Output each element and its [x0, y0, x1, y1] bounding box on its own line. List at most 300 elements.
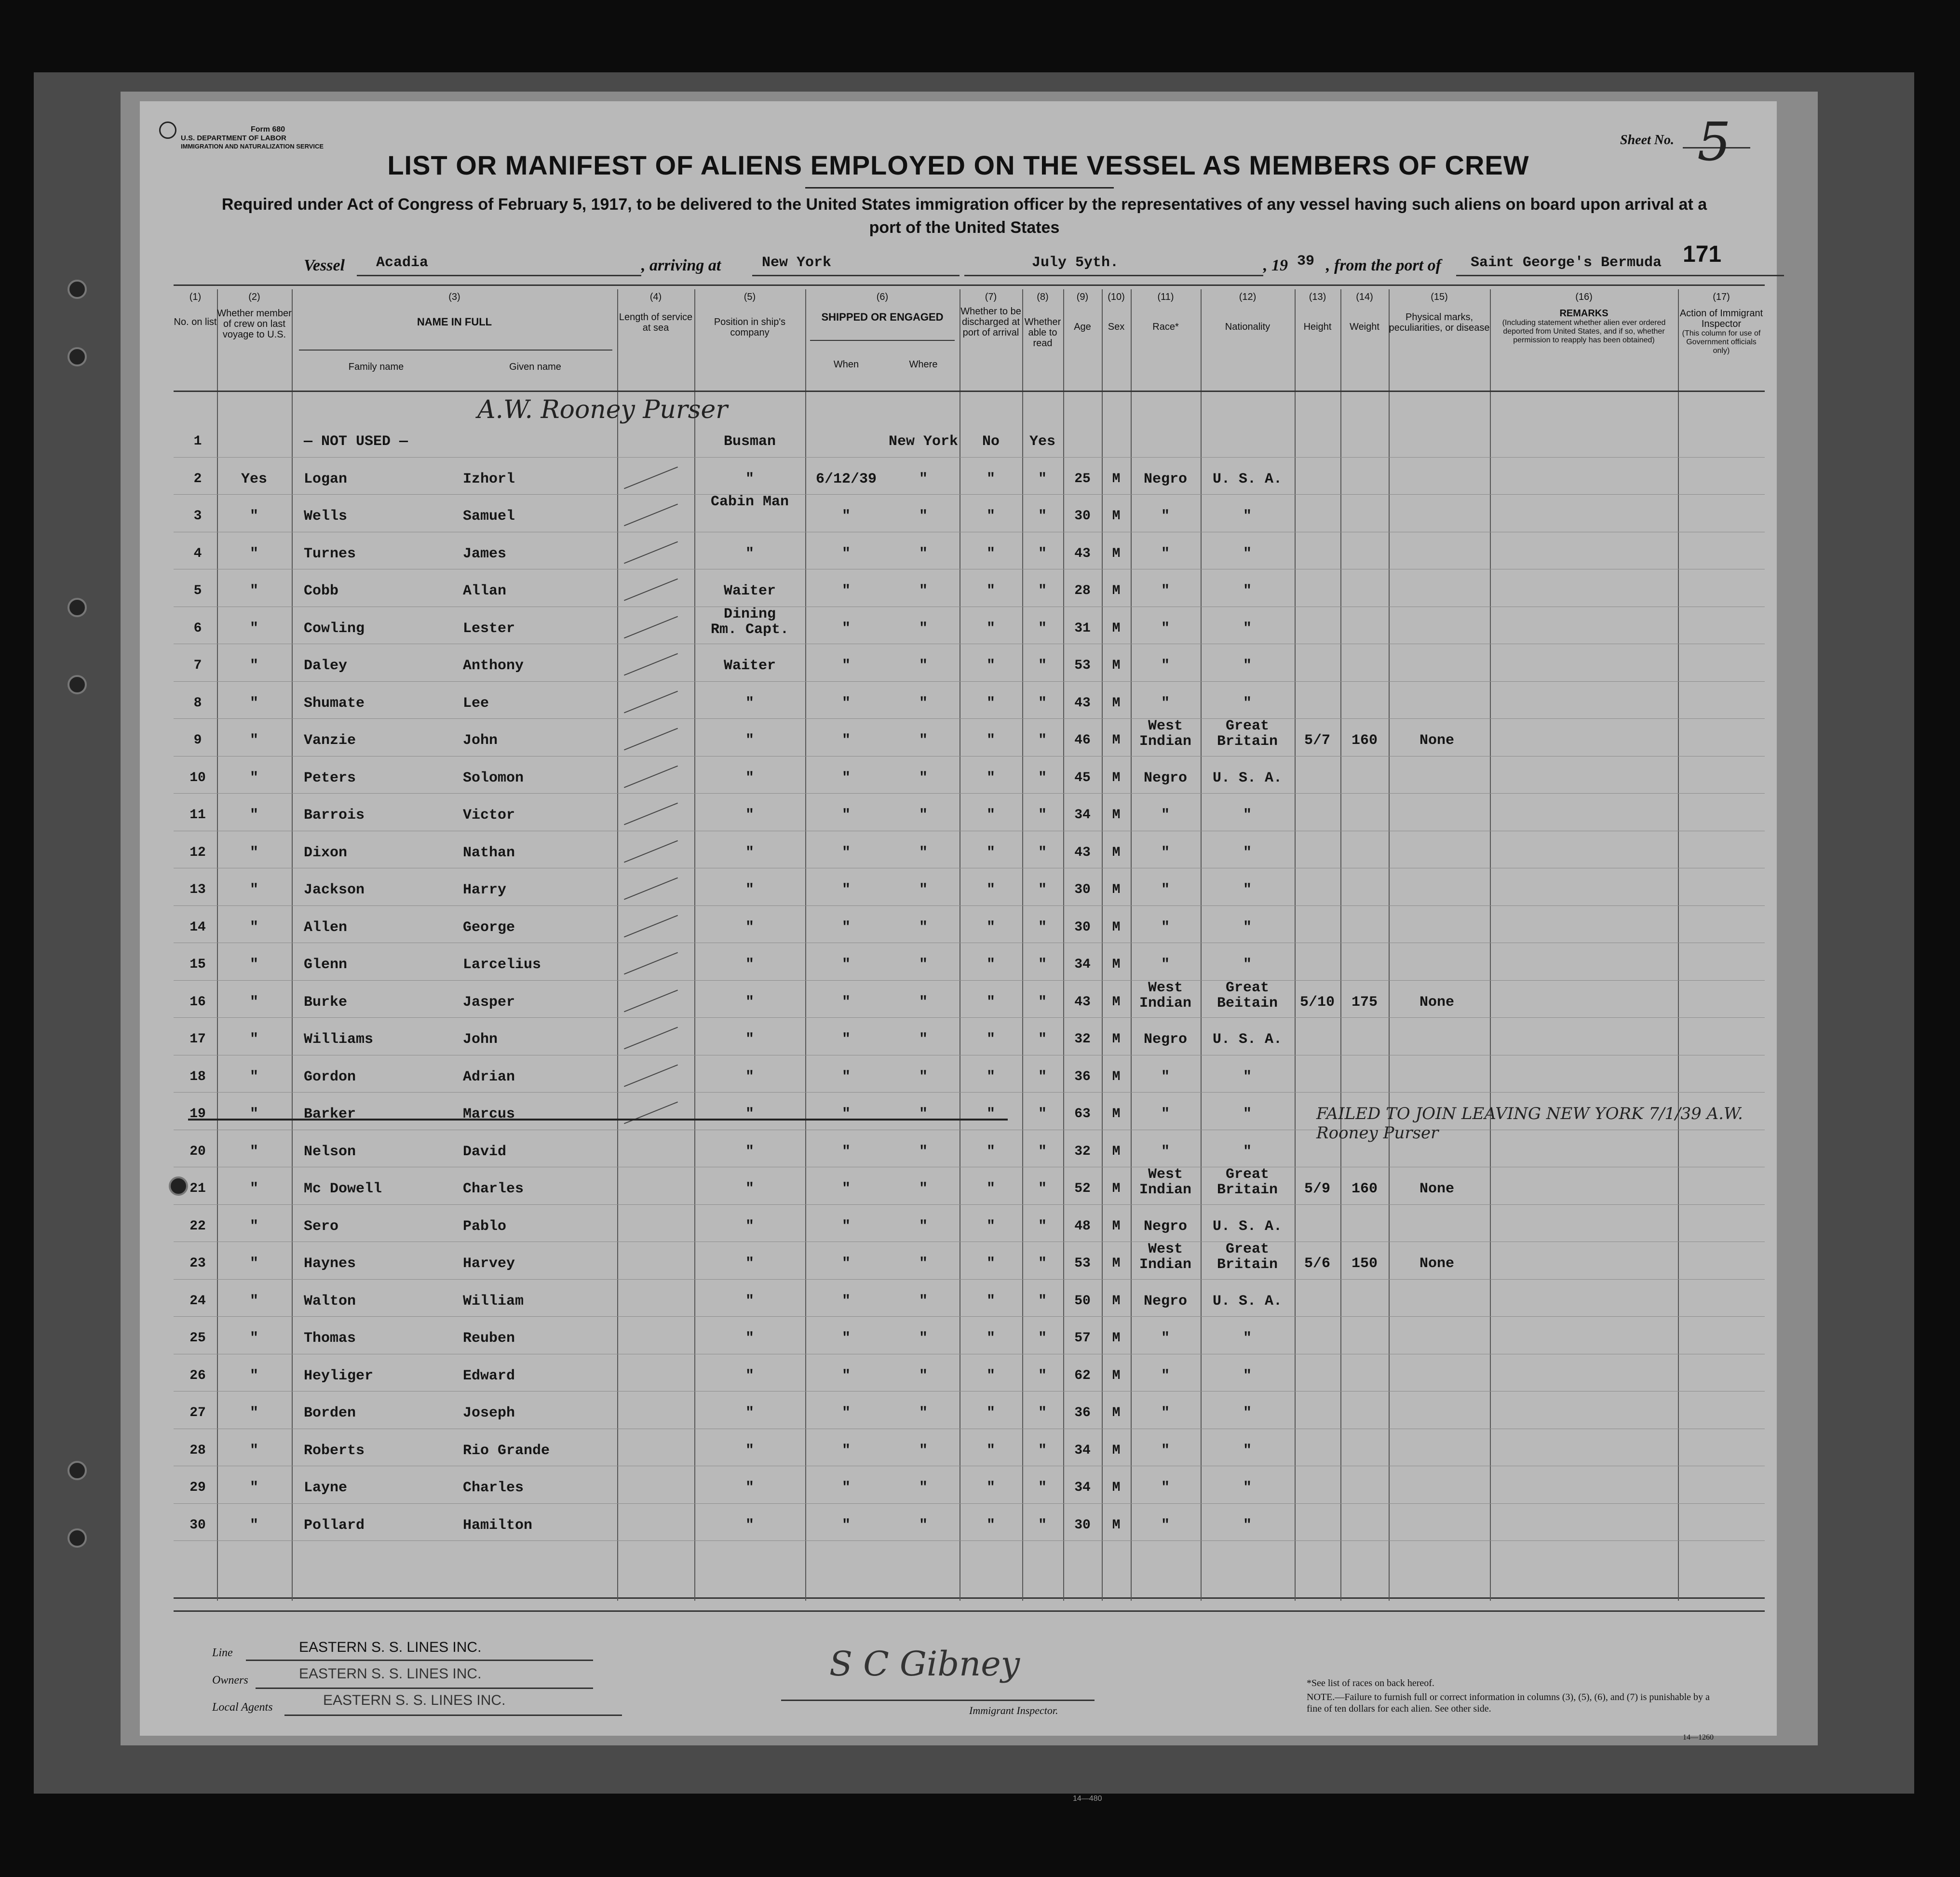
cell-race: West Indian [1139, 979, 1192, 1012]
cell-where: " [919, 732, 928, 749]
cell-race: " [1161, 658, 1170, 674]
cell-family: Dixon [304, 844, 348, 861]
cell-member: " [249, 1218, 259, 1235]
agents-value: EASTERN S. S. LINES INC. [323, 1692, 506, 1708]
cell-where: " [919, 1218, 928, 1235]
cell-race: " [1161, 1405, 1170, 1421]
col-8-header: (8) Whether able to read [1024, 292, 1061, 349]
cell-given: Allan [463, 583, 507, 599]
col-1-header: (1) No. on list [174, 292, 217, 327]
cell-nationality: " [1243, 508, 1252, 525]
binder-hole-icon [68, 1528, 87, 1548]
cell-given: Izhorl [463, 471, 515, 487]
cell-read: " [1038, 471, 1047, 487]
col-7-header: (7) Whether to be discharged at port of arrival [960, 292, 1021, 338]
cell-position: " [745, 1442, 755, 1459]
cell-sex: M [1112, 808, 1121, 823]
cell-where: " [919, 770, 928, 786]
cell-given: William [463, 1293, 524, 1310]
cell-where: New York [888, 433, 959, 450]
col-17-header: (17) Action of Immigrant Inspector (This column for use of Government officials only) [1679, 292, 1763, 355]
cell-position: Cabin Man [710, 494, 789, 510]
page-number: 171 [1683, 242, 1722, 267]
cell-when: " [841, 1106, 851, 1122]
cell-when: " [841, 919, 851, 936]
cell-sex: M [1112, 1405, 1121, 1420]
cell-race: " [1161, 919, 1170, 936]
year-prefix: , 19 [1263, 257, 1288, 274]
cell-position: " [745, 471, 755, 487]
cell-when: " [841, 508, 851, 525]
cell-nationality: U. S. A. [1212, 1218, 1283, 1235]
cell-nationality: " [1243, 1106, 1252, 1122]
cell-discharged: " [986, 620, 996, 637]
cell-height: 5/7 [1304, 732, 1331, 749]
cell-where: " [919, 545, 928, 562]
cell-race: " [1161, 807, 1170, 824]
cell-read: " [1038, 1068, 1047, 1085]
cell-sex: M [1112, 882, 1121, 897]
cell-family: Sero [304, 1218, 339, 1235]
cell-no: 29 [189, 1480, 206, 1495]
cell-family: Burke [304, 994, 348, 1011]
col-10-header: (10) Sex [1108, 292, 1125, 332]
cell-member: " [249, 807, 259, 824]
cell-sex: M [1112, 621, 1121, 636]
cell-given: John [463, 1031, 498, 1048]
cell-where: " [919, 1330, 928, 1347]
sheet-number: 5 [1697, 111, 1731, 173]
cell-when: " [841, 1293, 851, 1310]
col-6-header: (6) SHIPPED OR ENGAGED [821, 292, 944, 323]
cell-when: " [841, 695, 851, 712]
cell-member: " [249, 1256, 259, 1272]
cell-nationality: " [1243, 1442, 1252, 1459]
cell-no: 26 [189, 1368, 206, 1383]
cell-race: " [1161, 545, 1170, 562]
col-11-header: (11) Race* [1152, 292, 1179, 332]
cell-nationality: " [1243, 545, 1252, 562]
cell-when: " [841, 770, 851, 786]
cell-age: 53 [1074, 658, 1091, 673]
cell-age: 43 [1074, 994, 1091, 1010]
cell-when: " [841, 957, 851, 973]
cell-member: " [249, 1330, 259, 1347]
arriving-label: , arriving at [641, 257, 721, 274]
cell-sex: M [1112, 658, 1121, 673]
cell-family: Layne [304, 1480, 348, 1496]
cell-member: " [249, 658, 259, 674]
cell-member: " [249, 732, 259, 749]
cell-family: — NOT USED — [304, 433, 408, 450]
cell-race: " [1161, 620, 1170, 637]
cell-no: 7 [193, 658, 202, 673]
cell-where: " [919, 658, 928, 674]
cell-nationality: " [1243, 1068, 1252, 1085]
when-header: When [833, 359, 859, 370]
cell-position: " [745, 1143, 755, 1160]
cell-sex: M [1112, 1517, 1121, 1533]
cell-nationality: " [1243, 1517, 1252, 1534]
col-4-header: (4) Length of service at sea [619, 292, 693, 333]
cell-age: 50 [1074, 1293, 1091, 1309]
cell-discharged: " [986, 957, 996, 973]
cell-given: Solomon [463, 770, 524, 786]
cell-nationality: " [1243, 807, 1252, 824]
cell-race: " [1161, 1143, 1170, 1160]
cell-member: " [249, 1517, 259, 1534]
cell-member: " [249, 583, 259, 599]
cell-where: " [919, 844, 928, 861]
cell-race: " [1161, 844, 1170, 861]
cell-nationality: " [1243, 1367, 1252, 1384]
cell-race: " [1161, 583, 1170, 599]
cell-read: " [1038, 770, 1047, 786]
binder-hole-icon [68, 347, 87, 366]
cell-sex: M [1112, 994, 1121, 1010]
cell-no: 18 [189, 1069, 206, 1084]
cell-given: John [463, 732, 498, 749]
cell-when: " [841, 1218, 851, 1235]
cell-member: " [249, 1143, 259, 1160]
arriving-port: New York [762, 255, 832, 271]
where-header: Where [909, 359, 938, 370]
cell-discharged: " [986, 1218, 996, 1235]
cell-position: " [745, 695, 755, 712]
cell-when: " [841, 658, 851, 674]
penalty-note: NOTE.—Failure to furnish full or correct information in columns (3), (5), (6), and (7) is punishable by a fine of ten dollars for each alien. See other side. [1307, 1692, 1710, 1714]
cell-sex: M [1112, 733, 1121, 748]
cell-where: " [919, 1442, 928, 1459]
cell-race: " [1161, 1367, 1170, 1384]
cell-discharged: " [986, 471, 996, 487]
cell-sex: M [1112, 471, 1121, 486]
cell-family: Thomas [304, 1330, 356, 1347]
cell-given: Joseph [463, 1405, 515, 1421]
cell-member: " [249, 545, 259, 562]
owners-value: EASTERN S. S. LINES INC. [299, 1666, 482, 1682]
cell-position: " [745, 1517, 755, 1534]
cell-where: " [919, 1367, 928, 1384]
from-underline [1456, 275, 1784, 276]
col-16-header: (16) REMARKS (Including statement whether alien ever ordered deported from United States, and if so, whether permission to reapply has been obtained) [1502, 292, 1666, 344]
cell-member: " [249, 1293, 259, 1310]
cell-discharged: " [986, 844, 996, 861]
col-14-header: (14) Weight [1350, 292, 1379, 332]
cell-age: 48 [1074, 1218, 1091, 1234]
cell-family: Glenn [304, 957, 348, 973]
cell-sex: M [1112, 509, 1121, 524]
cell-position: " [745, 1218, 755, 1235]
cell-sex: M [1112, 845, 1121, 860]
cell-given: Harry [463, 882, 507, 898]
cell-when: " [841, 1480, 851, 1496]
cell-no: 10 [189, 770, 206, 785]
cell-race: " [1161, 508, 1170, 525]
cell-when: " [841, 1181, 851, 1197]
cell-when: " [841, 1256, 851, 1272]
cell-discharged: " [986, 1068, 996, 1085]
cell-no: 16 [189, 994, 206, 1010]
cell-where: " [919, 1517, 928, 1534]
manifest-page [140, 101, 1777, 1742]
cell-discharged: " [986, 1031, 996, 1048]
from-label: , from the port of [1326, 257, 1441, 274]
cell-family: Roberts [304, 1442, 365, 1459]
cell-weight: 150 [1351, 1256, 1378, 1272]
cell-no: 4 [193, 546, 202, 561]
cell-no: 23 [189, 1256, 206, 1271]
cell-family: Wells [304, 508, 348, 525]
cell-nationality: Great Britain [1217, 1166, 1278, 1198]
inspector-label: Immigrant Inspector. [969, 1704, 1058, 1716]
cell-race: Negro [1143, 1218, 1188, 1235]
cell-age: 52 [1074, 1181, 1091, 1196]
cell-position: " [745, 994, 755, 1011]
cell-read: " [1038, 1181, 1047, 1197]
cell-discharged: " [986, 994, 996, 1011]
cell-member: " [249, 919, 259, 936]
vessel-underline [357, 275, 641, 276]
cell-nationality: " [1243, 1330, 1252, 1347]
cell-position: " [745, 807, 755, 824]
cell-age: 34 [1074, 808, 1091, 823]
arriving-underline [752, 275, 960, 276]
cell-nationality: " [1243, 620, 1252, 637]
cell-family: Barrois [304, 807, 365, 824]
cell-no: 12 [189, 845, 206, 860]
cell-age: 43 [1074, 695, 1091, 711]
cell-discharged: " [986, 919, 996, 936]
cell-given: David [463, 1143, 507, 1160]
cell-member: " [249, 620, 259, 637]
cell-nationality: U. S. A. [1212, 1031, 1283, 1048]
cell-no: 2 [193, 471, 202, 486]
cell-when: " [841, 1031, 851, 1048]
cell-where: " [919, 1068, 928, 1085]
cell-race: Negro [1143, 1031, 1188, 1048]
cell-discharged: " [986, 1106, 996, 1122]
cell-age: 62 [1074, 1368, 1091, 1383]
cell-read: " [1038, 1293, 1047, 1310]
cell-read: " [1038, 1031, 1047, 1048]
cell-sex: M [1112, 583, 1121, 598]
cell-given: Reuben [463, 1330, 515, 1347]
cell-nationality: " [1243, 882, 1252, 898]
title-rule [805, 187, 1114, 189]
cell-where: " [919, 508, 928, 525]
department-line: U.S. DEPARTMENT OF LABOR [181, 134, 286, 142]
col-2-header: (2) Whether member of crew on last voyage to U.S. [217, 292, 292, 340]
cell-position: " [745, 1031, 755, 1048]
cell-nationality: " [1243, 844, 1252, 861]
cell-discharged: " [986, 1330, 996, 1347]
cell-family: Allen [304, 919, 348, 936]
cell-age: 28 [1074, 583, 1091, 598]
cell-discharged: " [986, 732, 996, 749]
cell-where: " [919, 471, 928, 487]
family-name-header: Family name [348, 362, 404, 372]
service-line: IMMIGRATION AND NATURALIZATION SERVICE [181, 143, 324, 150]
cell-position: Busman [723, 433, 776, 450]
cell-position: " [745, 545, 755, 562]
cell-age: 34 [1074, 1443, 1091, 1458]
cell-race: West Indian [1139, 718, 1192, 750]
cell-read: " [1038, 1330, 1047, 1347]
cell-sex: M [1112, 957, 1121, 972]
cell-member: " [249, 695, 259, 712]
cell-position: " [745, 1256, 755, 1272]
cell-age: 30 [1074, 919, 1091, 935]
cell-read: " [1038, 695, 1047, 712]
cell-read: " [1038, 844, 1047, 861]
cell-family: Peters [304, 770, 356, 786]
cell-discharged: " [986, 807, 996, 824]
col-9-header: (9) Age [1074, 292, 1091, 332]
cell-race: " [1161, 1517, 1170, 1534]
cell-race: " [1161, 1442, 1170, 1459]
cell-weight: 175 [1351, 994, 1378, 1011]
cell-weight: 160 [1351, 1181, 1378, 1197]
crew-table [174, 284, 1765, 1599]
cell-position: " [745, 1480, 755, 1496]
cell-when: " [841, 1405, 851, 1421]
cell-race: Negro [1143, 1293, 1188, 1310]
cell-race: " [1161, 957, 1170, 973]
footer-rule [174, 1610, 1765, 1612]
cell-sex: M [1112, 1480, 1121, 1495]
cell-age: 32 [1074, 1032, 1091, 1047]
cell-age: 34 [1074, 1480, 1091, 1495]
cell-position: Dining Rm. Capt. [710, 606, 789, 638]
cell-member: " [249, 1181, 259, 1197]
cell-given: George [463, 919, 515, 936]
cell-sex: M [1112, 1293, 1121, 1309]
cell-where: " [919, 620, 928, 637]
cell-when: " [841, 1330, 851, 1347]
cell-race: " [1161, 1106, 1170, 1122]
cell-given: Charles [463, 1480, 524, 1496]
cell-sex: M [1112, 695, 1121, 711]
cell-race: Negro [1143, 471, 1188, 487]
cell-where: " [919, 583, 928, 599]
cell-no: 20 [189, 1144, 206, 1159]
cell-height: 5/9 [1304, 1181, 1331, 1197]
cell-age: 31 [1074, 621, 1091, 636]
cell-nationality: " [1243, 1480, 1252, 1496]
cell-no: 28 [189, 1443, 206, 1458]
cell-discharged: No [982, 433, 1000, 450]
cell-position: " [745, 1293, 755, 1310]
cell-family: Jackson [304, 882, 365, 898]
cell-member: " [249, 1031, 259, 1048]
cell-when: 6/12/39 [815, 471, 877, 487]
line-label: Line [212, 1647, 233, 1659]
form-code: 14—1260 [1683, 1733, 1714, 1742]
cell-member: " [249, 1480, 259, 1496]
cell-read: " [1038, 620, 1047, 637]
cell-given: Harvey [463, 1256, 515, 1272]
cell-when: " [841, 732, 851, 749]
cell-where: " [919, 695, 928, 712]
line-value: EASTERN S. S. LINES INC. [299, 1639, 482, 1655]
owners-label: Owners [212, 1674, 248, 1687]
cell-read: " [1038, 1442, 1047, 1459]
cell-read: " [1038, 957, 1047, 973]
cell-nationality: " [1243, 583, 1252, 599]
cell-age: 53 [1074, 1256, 1091, 1271]
given-name-header: Given name [509, 362, 561, 372]
manifest-title: LIST OR MANIFEST OF ALIENS EMPLOYED ON THE VESSEL AS MEMBERS OF CREW [387, 150, 1529, 180]
cell-nationality: Great Britain [1217, 1241, 1278, 1273]
cell-read: " [1038, 1218, 1047, 1235]
cell-discharged: " [986, 508, 996, 525]
cell-when: " [841, 844, 851, 861]
cell-member: " [249, 1405, 259, 1421]
cell-where: " [919, 1256, 928, 1272]
cell-family: Pollard [304, 1517, 365, 1534]
cell-nationality: " [1243, 658, 1252, 674]
cell-no: 17 [189, 1032, 206, 1047]
cell-sex: M [1112, 1144, 1121, 1159]
cell-where: " [919, 807, 928, 824]
cell-read: " [1038, 1256, 1047, 1272]
cell-sex: M [1112, 1181, 1121, 1196]
cell-when: " [841, 583, 851, 599]
cell-no: 19 [189, 1107, 206, 1121]
cell-member: " [249, 1442, 259, 1459]
cell-position: Waiter [723, 583, 776, 599]
header-rule [174, 391, 1765, 392]
cell-family: Cobb [304, 583, 339, 599]
cell-member: Yes [241, 471, 268, 487]
cell-when: " [841, 1143, 851, 1160]
cell-discharged: " [986, 695, 996, 712]
cell-member: " [249, 770, 259, 786]
cell-no: 14 [189, 919, 206, 935]
cell-given: Marcus [463, 1106, 515, 1122]
cell-given: Lester [463, 620, 515, 637]
cell-no: 5 [193, 583, 202, 598]
vessel-name: Acadia [376, 255, 429, 271]
cell-family: Heyliger [304, 1367, 374, 1384]
cell-family: Vanzie [304, 732, 356, 749]
cell-read: " [1038, 919, 1047, 936]
cell-when: " [841, 882, 851, 898]
cell-position: " [745, 1330, 755, 1347]
cell-position: " [745, 1405, 755, 1421]
cell-nationality: U. S. A. [1212, 1293, 1283, 1310]
cell-given: Lee [463, 695, 489, 712]
cell-family: Turnes [304, 545, 356, 562]
arrival-date: July 5yth. [1032, 255, 1119, 271]
cell-marks: None [1419, 994, 1455, 1011]
cell-family: Cowling [304, 620, 365, 637]
cell-given: Larcelius [463, 957, 541, 973]
purser-note-row-1: A.W. Rooney Purser [477, 395, 728, 424]
cell-race: " [1161, 882, 1170, 898]
cell-age: 46 [1074, 733, 1091, 748]
cell-family: Daley [304, 658, 348, 674]
cell-position: Waiter [723, 658, 776, 674]
form-number: Form 680 [251, 125, 285, 134]
cell-member: " [249, 994, 259, 1011]
cell-race: " [1161, 1480, 1170, 1496]
cell-read: " [1038, 1143, 1047, 1160]
cell-no: 3 [193, 509, 202, 524]
cell-no: 21 [189, 1181, 206, 1196]
cell-read: " [1038, 508, 1047, 525]
